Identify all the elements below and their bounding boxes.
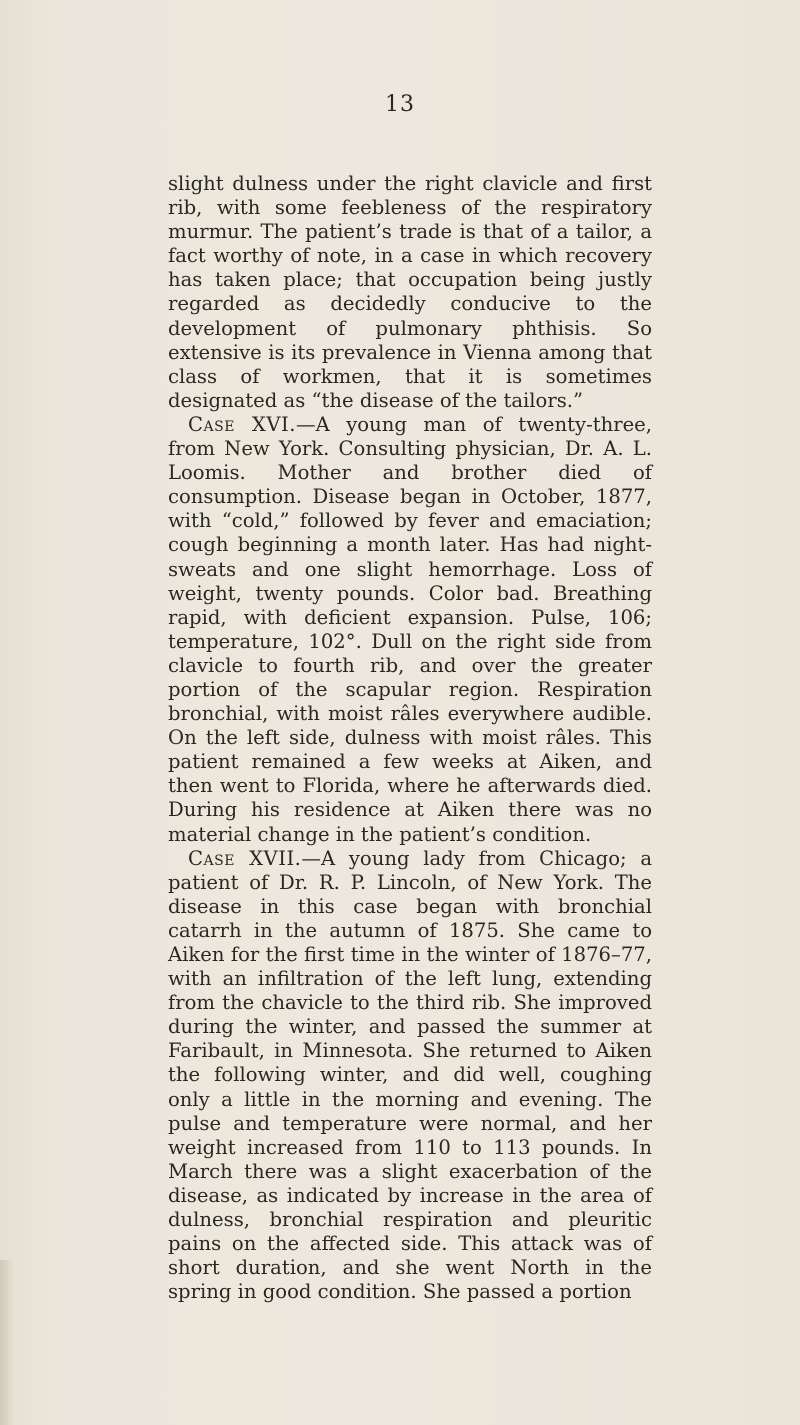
case-heading: Case XVII.	[188, 846, 302, 870]
paragraph-case-xvii	[168, 847, 652, 1305]
paragraph-continuation	[168, 172, 652, 413]
paragraph-text: slight dulness under the right clavicle and first rib, with some feebleness of the respiratory murmur. The patient’s trade is that of a tailor, a fact worthy of note, in a case in which recovery has taken place; that occupation being justly regarded as decidedly conducive to the development of pulmonary phthisis. So extensive is its prevalence in Vienna among that class of workmen, that it is sometimes designated as “the disease of the tailors.”	[168, 172, 652, 412]
case-heading: Case XVI.	[188, 412, 296, 436]
body-text	[168, 172, 652, 1304]
paragraph-text: —A young lady from Chicago; a patient of Dr. R. P. Lincoln, of New York. The disease in this case began with bronchial catarrh in the autumn of 1875. She came to Aiken for the first time in the winter of 1876–77, with an infiltration of the left lung, extending from the chavicle to the third rib. She improved during the winter, and passed the summer at Faribault, in Minnesota. She returned to Aiken the following winter, and did well, coughing only a little in the morning and evening. The pulse and temperature were normal, and her weight increased from 110 to 113 pounds. In March there was a slight exacerbation of the disease, as indicated by increase in the area of dulness, bronchial respiration and pleuritic pains on the affected side. This attack was of short duration, and she went North in the spring in good condition. She passed a portion	[168, 846, 652, 1304]
page-edge-shadow	[0, 1260, 14, 1425]
paragraph-text: —A young man of twenty-three, from New York. Consulting physician, Dr. A. L. Loomis. Mother and brother died of consumption. Disease began in October, 1877, with “cold,” followed by fever and emaciation; cough beginning a month later. Has had night-sweats and one slight hemorrhage. Loss of weight, twenty pounds. Color bad. Breathing rapid, with deficient expansion. Pulse, 106; temperature, 102°. Dull on the right side from clavicle to fourth rib, and over the greater portion of the scapular region. Respiration bronchial, with moist râles everywhere audible. On the left side, dulness with moist râles. This patient remained a few weeks at Aiken, and then went to Florida, where he afterwards died. During his residence at Aiken there was no material change in the patient’s condition.	[168, 412, 652, 846]
page-number: 13	[385, 92, 415, 117]
paragraph-case-xvi	[168, 413, 652, 847]
